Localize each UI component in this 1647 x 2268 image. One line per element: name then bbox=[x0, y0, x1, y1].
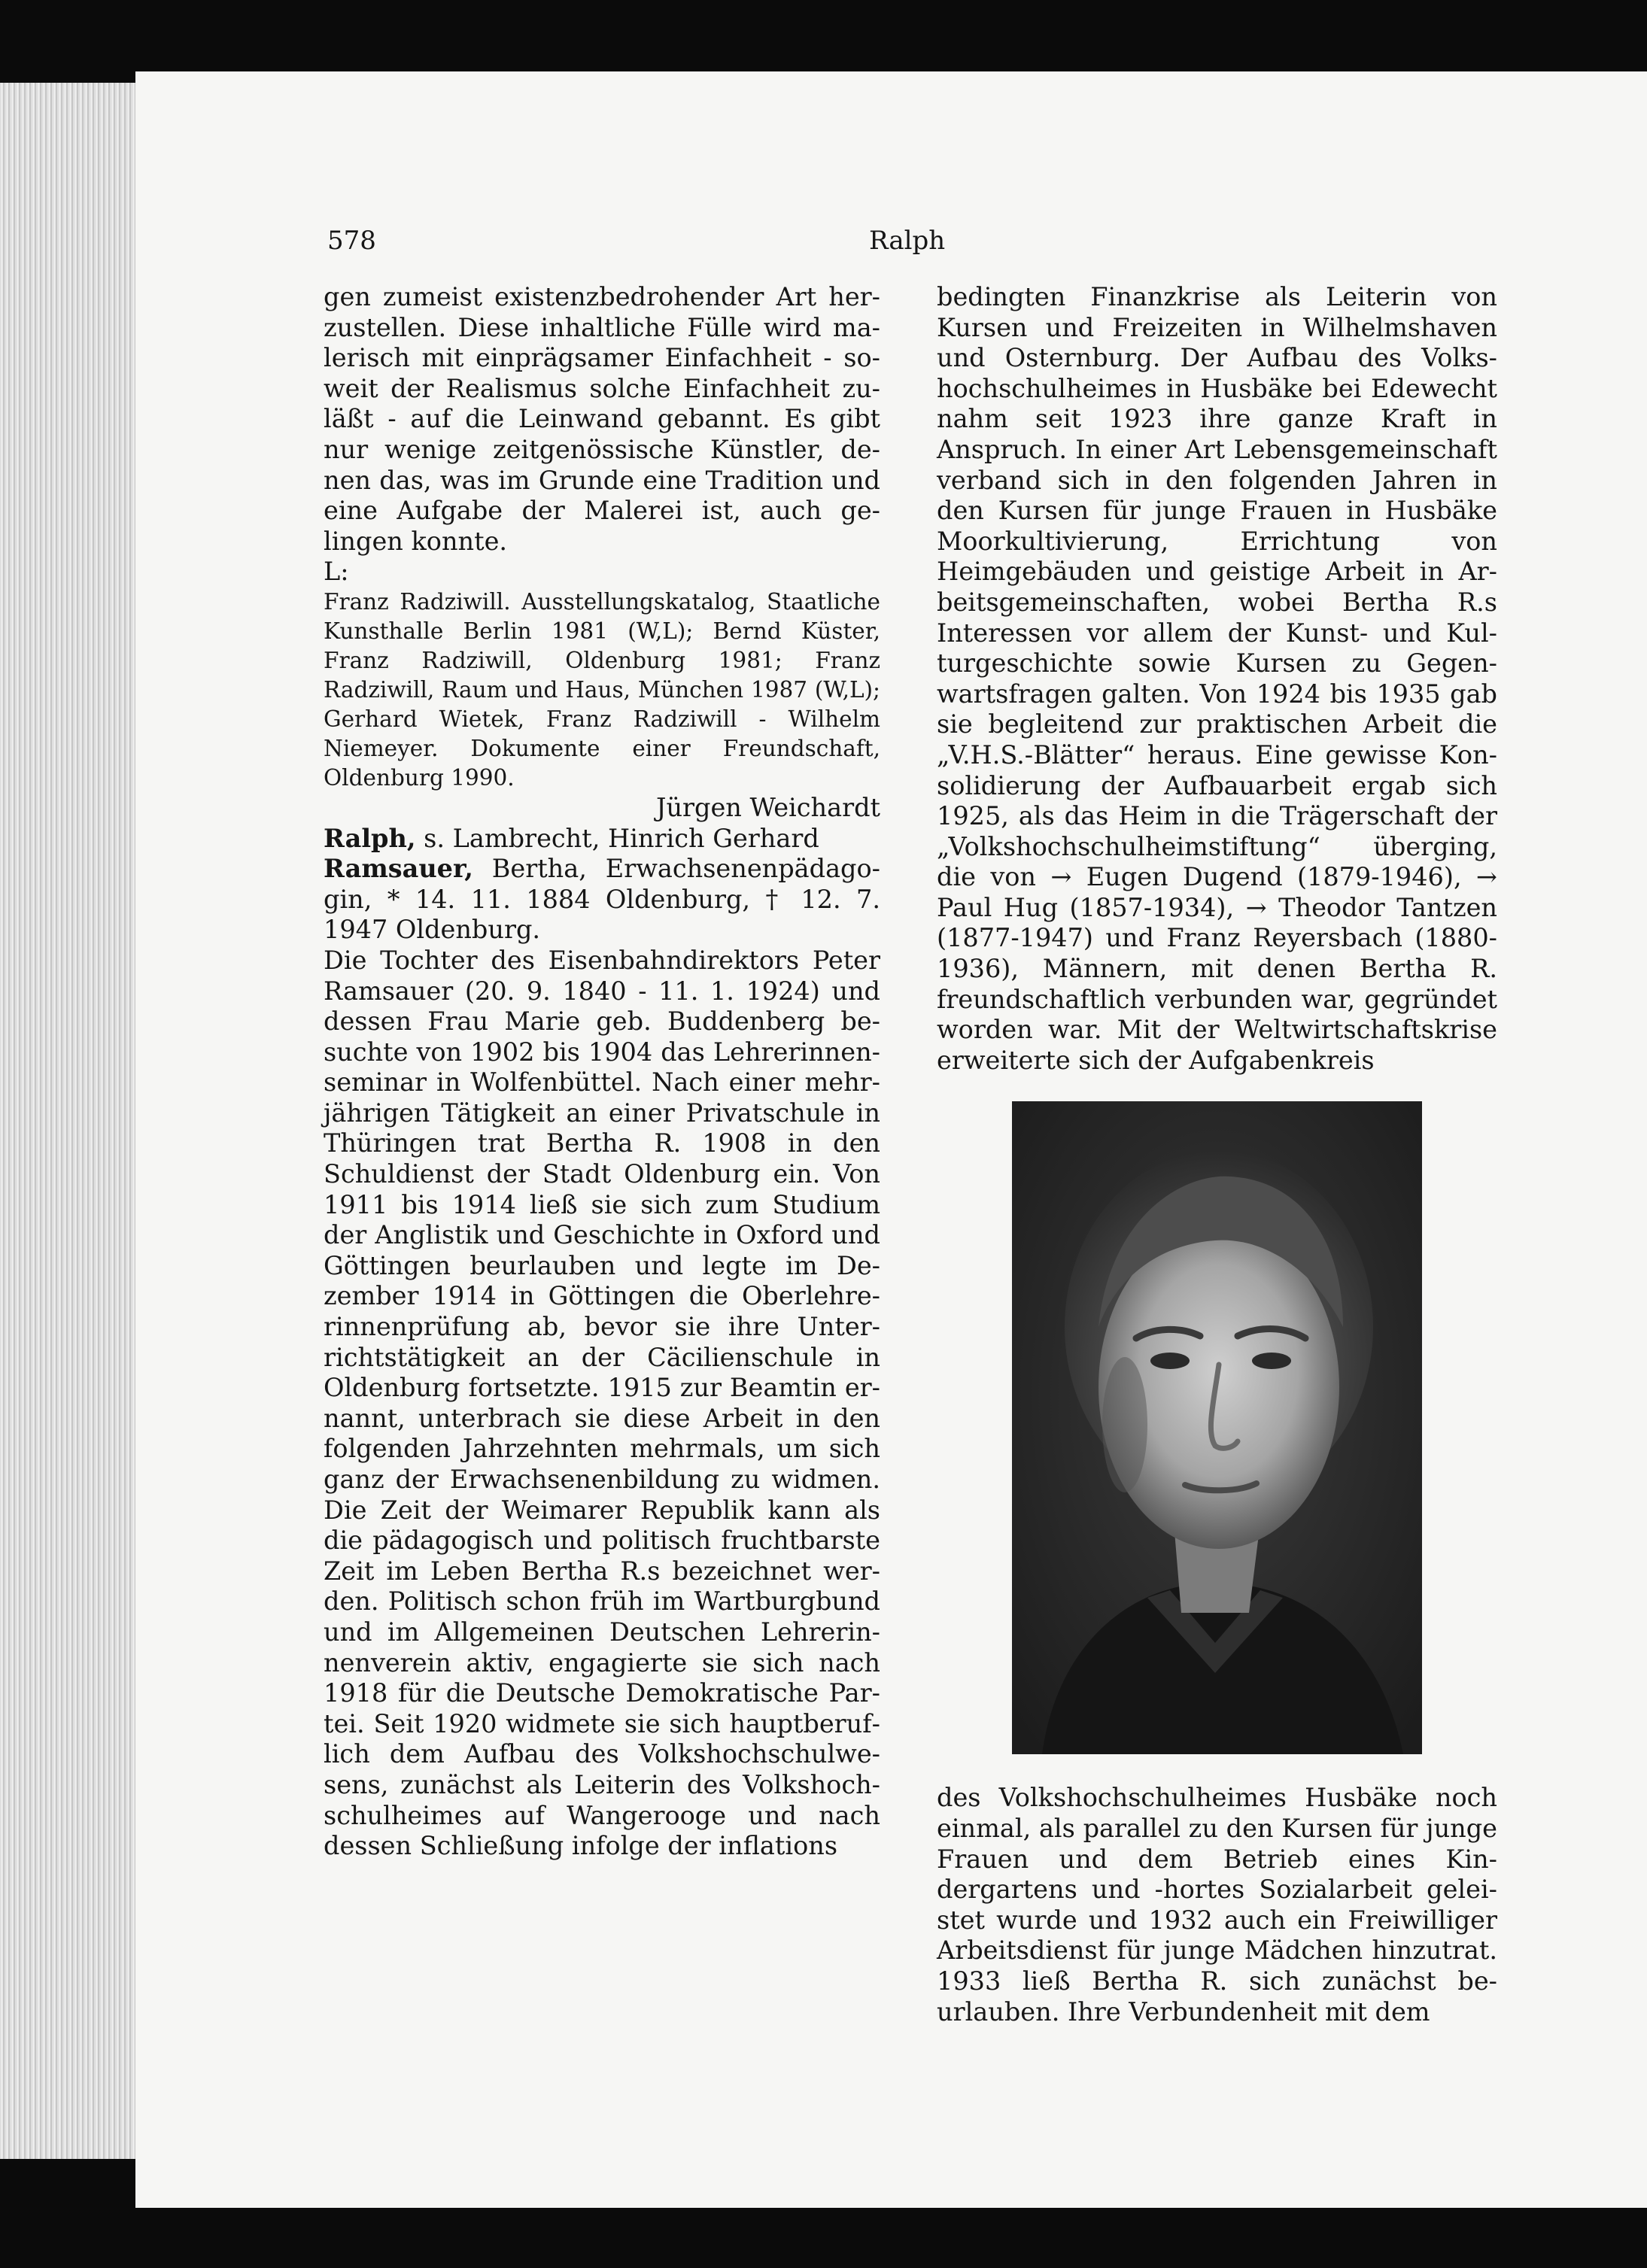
running-head-title: Ralph bbox=[869, 226, 946, 256]
entry-ramsauer-dates: Bertha, Erwachsenenpädagogin, * 14. 11. 1884 Oldenburg, † 12. 7. 1947 Oldenburg. bbox=[324, 854, 880, 945]
left-column bbox=[324, 282, 880, 1862]
previous-entry-ending: gen zumeist existenzbedrohender Art herzustellen. Diese inhaltliche Fülle wird malerisch mit einprägsamer Einfachheit - soweit der Realismus solche Einfachheit zuläßt - auf die Leinwand gebannt. Es gibt nur wenige zeitgenössische Künstler, denen das, was im Grunde eine Tradition und eine Aufgabe der Malerei ist, auch gelingen konnte. bbox=[324, 282, 880, 556]
entry-ramsauer-continuation-2: des Volkshochschulheimes Husbäke noch einmal, als parallel zu den Kursen für junge Frauen und dem Betrieb eines Kindergartens und -hortes Sozialarbeit geleistet wurde und 1932 auch ein Freiwilliger Arbeitsdienst für junge Mädchen hinzutrat. 1933 ließ Bertha R. sich zunächst beurlauben. Ihre Verbundenheit mit dem bbox=[937, 1783, 1497, 2027]
right-column bbox=[937, 282, 1497, 2027]
entry-ramsauer-body: Die Tochter des Eisenbahndirektors Peter Ramsauer (20. 9. 1840 - 11. 1. 1924) und dessen Frau Marie geb. Buddenberg besuchte von 1902 bis 1904 das Lehrerinnenseminar in Wolfenbüttel. Nach einer mehrjährigen Tätigkeit an einer Privatschule in Thüringen trat Bertha R. 1908 in den Schuldienst der Stadt Oldenburg ein. Von 1911 bis 1914 ließ sie sich zum Studium der Anglistik und Geschichte in Oxford und Göttingen beurlauben und legte im Dezember 1914 in Göttingen die Oberlehrerinnenprüfung ab, bevor sie ihre Unterrichtstätigkeit an der Cäcilienschule in Oldenburg fortsetzte. 1915 zur Beamtin ernannt, unterbrach sie diese Arbeit in den folgenden Jahrzehnten mehrmals, um sich ganz der Erwachsenenbildung zu widmen. Die Zeit der Weimarer Republik kann als die pädagogisch und politisch fruchtbarste Zeit im Leben Bertha R.s bezeichnet werden. Politisch schon früh im Wartburgbund und im Allgemeinen Deutschen Lehrerinnenverein aktiv, engagierte sie sich nach 1918 für die Deutsche Demokratische Partei. Seit 1920 widmete sie sich hauptberuflich dem Aufbau des Volkshochschulwesens, zunächst als Leiterin des Volkshochschulheimes auf Wangerooge und nach dessen Schließung infolge der inflations bbox=[324, 945, 880, 1861]
entry-ralph bbox=[324, 824, 880, 855]
entry-ramsauer-head: Ramsauer, bbox=[324, 854, 473, 884]
entry-author: Jürgen Weichardt bbox=[656, 792, 880, 822]
entry-ramsauer-continuation: bedingten Finanzkrise als Leiterin von Kursen und Freizeiten in Wilhelmshaven und Osternburg. Der Aufbau des Volkshochschulheimes in Husbäke bei Edewecht nahm seit 1923 ihre ganze Kraft in Anspruch. In einer Art Lebensgemeinschaft verband sich in den folgenden Jahren in den Kursen für junge Frauen in Husbäke Moorkultivierung, Errichtung von Heimgebäuden und geistige Arbeit in Arbeitsgemeinschaften, wobei Bertha R.s Interessen vor allem der Kunst- und Kulturgeschichte sowie Kursen zu Gegenwartsfragen galten. Von 1924 bis 1935 gab sie begleitend zur praktischen Arbeit die „V.H.S.-Blätter“ heraus. Eine gewisse Konsolidierung der Aufbauarbeit ergab sich 1925, als das Heim in die Trägerschaft der „Volkshochschulheimstiftung“ überging, die von → Eugen Dugend (1879-1946), → Paul Hug (1857-1934), → Theodor Tantzen (1877-1947) und Franz Reyersbach (1880-1936), Männern, mit denen Bertha R. freundschaftlich verbunden war, gegründet worden war. Mit der Weltwirtschaftskrise erweiterte sich der Aufgabenkreis bbox=[937, 282, 1497, 1075]
page-number: 578 bbox=[327, 226, 376, 256]
literature-list: Franz Radziwill. Ausstellungskatalog, Staatliche Kunsthalle Berlin 1981 (W,L); Bernd Küster, Franz Radziwill, Oldenburg 1981; Franz Radziwill, Raum und Haus, München 1987 (W,L); Gerhard Wietek, Franz Radziwill - Wilhelm Niemeyer. Dokumente einer Freundschaft, Oldenburg 1990. bbox=[324, 588, 880, 791]
book-page-edges bbox=[0, 83, 143, 2159]
entry-ralph-reference: s. Lambrecht, Hinrich Gerhard bbox=[415, 823, 819, 853]
literature-label: L: bbox=[324, 557, 349, 587]
portrait-photo bbox=[1012, 1101, 1422, 1754]
portrait-illustration bbox=[1012, 1101, 1422, 1754]
book-page bbox=[135, 71, 1647, 2208]
entry-ramsauer-intro bbox=[324, 854, 880, 946]
running-head bbox=[135, 226, 1647, 271]
entry-ralph-head: Ralph, bbox=[324, 823, 416, 853]
